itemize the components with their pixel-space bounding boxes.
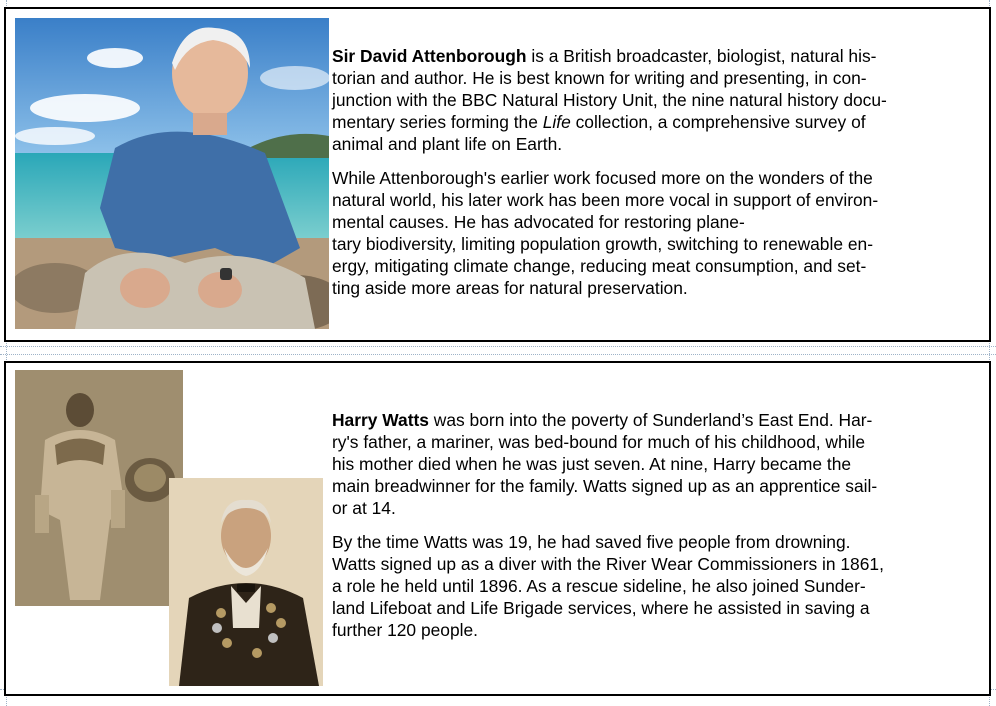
watts-p1-line-1: was born into the poverty of Sunderland’s East End. Har- — [428, 410, 873, 430]
attenborough-text — [332, 45, 992, 299]
watts-paragraph-1 — [332, 409, 992, 519]
attenborough-p2-line-1: While Attenborough's earlier work focused more on the wonders of the — [332, 168, 873, 188]
watts-portrait-photo — [169, 478, 323, 686]
attenborough-p2-line-6: ting aside more areas for natural preservation. — [332, 278, 688, 298]
watts-p1-line-3: his mother died when he was just seven. At nine, Harry became the — [332, 454, 852, 474]
attenborough-life-italic: Life — [542, 112, 571, 132]
attenborough-p1-line-2: torian and author. He is best known for writing and presenting, in con- — [332, 68, 867, 88]
watts-text — [332, 409, 992, 641]
attenborough-p1-line-3: junction with the BBC Natural History Unit, the nine natural history docu- — [332, 90, 887, 110]
watts-p2-line-5: further 120 people. — [332, 620, 478, 640]
attenborough-paragraph-1 — [332, 45, 992, 155]
attenborough-p1-line-4-pre: mentary series forming the — [332, 112, 543, 132]
attenborough-p2-line-2: natural world, his later work has been more vocal in support of environ- — [332, 190, 879, 210]
watts-p2-line-2: Watts signed up as a diver with the River Wear Commissioners in 1861, — [332, 554, 884, 574]
attenborough-p2-line-5: ergy, mitigating climate change, reducing meat consumption, and set- — [332, 256, 867, 276]
watts-diver-photo — [15, 370, 183, 606]
watts-paragraph-2 — [332, 531, 992, 641]
watts-p1-line-2: ry's father, a mariner, was bed-bound for much of his childhood, while — [332, 432, 866, 452]
page-guide-mid-2 — [0, 354, 996, 355]
attenborough-photo — [15, 18, 329, 329]
watts-p2-line-1: By the time Watts was 19, he had saved five people from drowning. — [332, 532, 851, 552]
watts-p1-line-5: or at 14. — [332, 498, 396, 518]
attenborough-p1-line-5: animal and plant life on Earth. — [332, 134, 563, 154]
page-guide-mid — [0, 346, 996, 347]
attenborough-paragraph-2 — [332, 167, 992, 299]
attenborough-name: Sir David Attenborough — [332, 46, 527, 66]
attenborough-p2-line-3: mental causes. He has advocated for restoring plane- — [332, 212, 745, 232]
watts-card — [4, 361, 991, 696]
attenborough-p1-line-1: is a British broadcaster, biologist, natural his- — [526, 46, 877, 66]
watts-p2-line-4: land Lifeboat and Life Brigade services, where he assisted in saving a — [332, 598, 870, 618]
attenborough-p1-line-4-post: collection, a comprehensive survey of — [570, 112, 866, 132]
attenborough-card — [4, 7, 991, 342]
watts-p2-line-3: a role he held until 1896. As a rescue sideline, he also joined Sunder- — [332, 576, 866, 596]
watts-name: Harry Watts — [332, 410, 429, 430]
watts-p1-line-4: main breadwinner for the family. Watts signed up as an apprentice sail- — [332, 476, 878, 496]
attenborough-p2-line-4: tary biodiversity, limiting population growth, switching to renewable en- — [332, 234, 873, 254]
